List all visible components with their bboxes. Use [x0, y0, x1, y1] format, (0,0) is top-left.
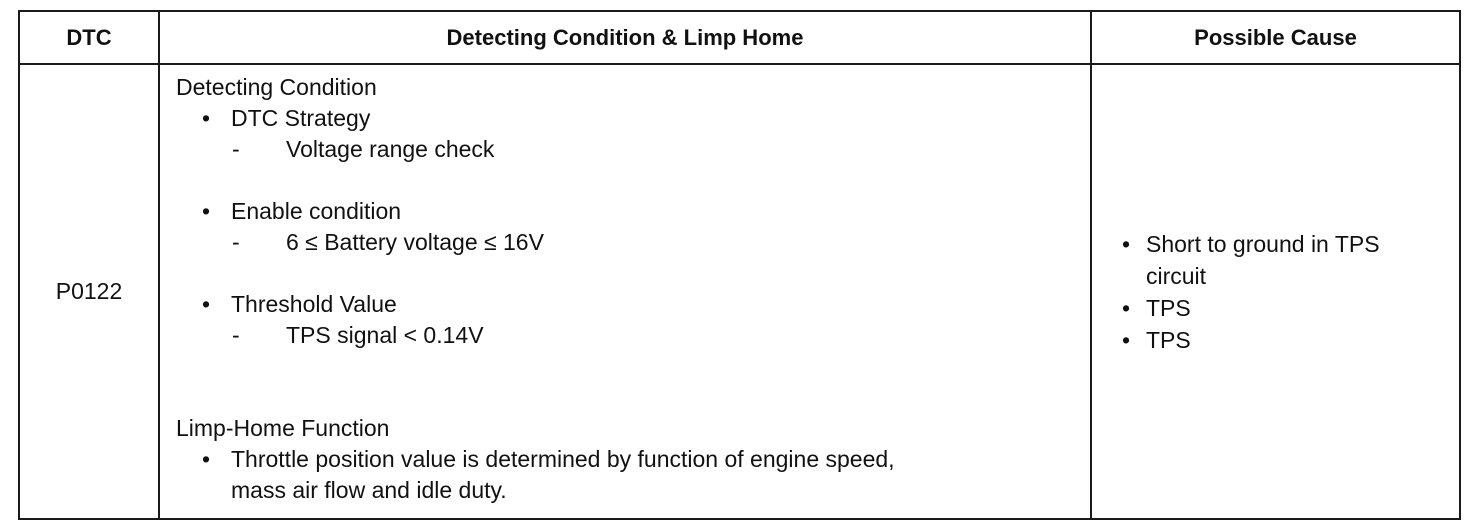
header-dtc: DTC — [19, 11, 159, 64]
detecting-heading: Detecting Condition — [176, 74, 377, 100]
dash-icon: - — [232, 322, 240, 348]
bullet-icon: • — [202, 446, 211, 472]
dtc-table — [18, 10, 1461, 520]
header-condition: Detecting Condition & Limp Home — [159, 11, 1091, 64]
enable-label: Enable condition — [231, 198, 402, 224]
strategy-detail: Voltage range check — [286, 136, 495, 162]
cause-text: TPS — [1146, 294, 1191, 321]
threshold-detail-item — [176, 320, 1090, 351]
cause-text: Short to ground in TPS circuit — [1146, 230, 1380, 289]
table-header — [19, 11, 1460, 64]
strategy-item — [176, 103, 1090, 134]
strategy-label: DTC Strategy — [231, 105, 371, 131]
threshold-detail: TPS signal < 0.14V — [286, 322, 484, 348]
bullet-icon: • — [1122, 326, 1131, 353]
dtc-code: P0122 — [19, 64, 159, 519]
threshold-item — [176, 289, 1090, 320]
bullet-icon: • — [1122, 230, 1131, 257]
cause-item — [1122, 292, 1459, 324]
strategy-detail-item — [176, 134, 1090, 165]
enable-detail: 6 ≤ Battery voltage ≤ 16V — [286, 229, 544, 255]
enable-detail-item — [176, 227, 1090, 258]
cause-item — [1122, 324, 1459, 356]
cause-item — [1122, 228, 1459, 292]
possible-cause-cell — [1091, 64, 1460, 519]
cause-text: TPS — [1146, 326, 1191, 353]
limp-home-item — [176, 444, 1090, 506]
bullet-icon: • — [202, 291, 211, 317]
bullet-icon: • — [202, 198, 211, 224]
bullet-icon: • — [202, 105, 211, 131]
threshold-label: Threshold Value — [231, 291, 397, 317]
bullet-icon: • — [1122, 294, 1131, 321]
enable-item — [176, 196, 1090, 227]
condition-cell — [159, 64, 1091, 519]
header-row — [19, 11, 1460, 64]
limp-home-heading: Limp-Home Function — [176, 415, 390, 441]
limp-home-detail: Throttle position value is determined by function of engine speed, mass air flow and idle duty. — [231, 446, 895, 503]
header-cause: Possible Cause — [1091, 11, 1460, 64]
table-row — [19, 64, 1460, 519]
dash-icon: - — [232, 136, 240, 162]
dash-icon: - — [232, 229, 240, 255]
